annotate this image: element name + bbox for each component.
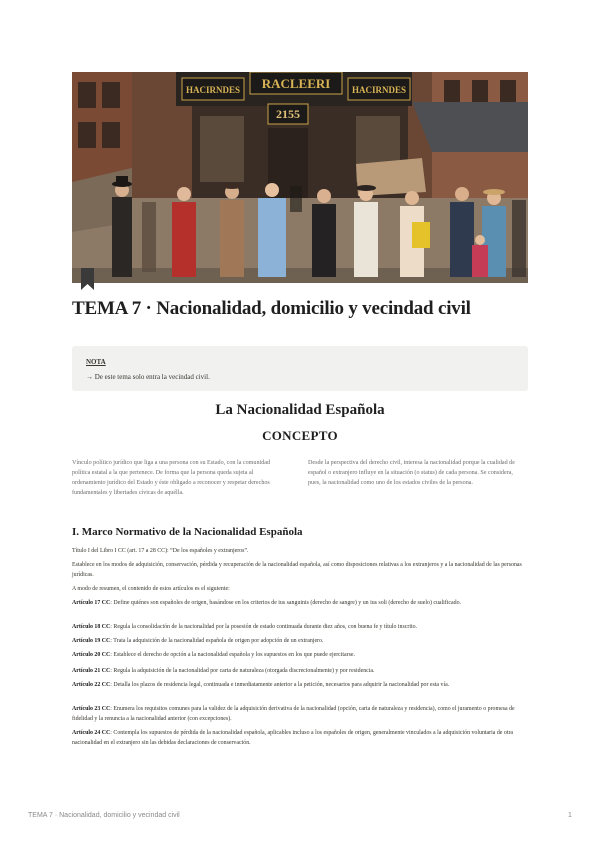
article-text: : Trata la adquisición de la nacionalidad española de origen por adopción de un extranjero.: [110, 638, 324, 644]
street-number: 2155: [276, 107, 300, 121]
note-callout: [72, 346, 528, 391]
note-label: NOTA: [86, 358, 106, 366]
page-title: TEMA 7 · Nacionalidad, domicilio y vecindad civil: [72, 298, 471, 319]
cover-image: [72, 72, 528, 283]
article-text: : Regula la consolidación de la nacionalidad por la posesión de estado continuada durante diez años, con buena fe y título inscrito.: [110, 624, 418, 630]
article-label: Artículo 22 CC: [72, 682, 111, 688]
article-text: : Define quiénes son españoles de origen, basándose en los criterios de ius sanguinis (derecho de sangre) y un ius soli (derecho de suelo) cualificado.: [110, 600, 462, 606]
bookmark-icon: [81, 268, 94, 290]
article-paragraph: [72, 636, 528, 646]
concept-column-right: Desde la perspectiva del derecho civil, interesa la nacionalidad porque la cualidad de español o extranjero influye en la situación (o status) de cada persona. Se considera, pues, la nacionalidad como uno de los estados civiles de la persona.: [308, 460, 515, 486]
concept-column-left: Vínculo político jurídico que liga a una persona con su Estado, con la comunidad política estatal a la que pertenece. De forma que la persona queda sujeta al ordenamiento jurídico del Estado y éste obligado a reconocer y respetar derechos fundamentales y libertades cívicas de aquélla.: [72, 460, 270, 496]
intro-paragraph-1: Título I del Libro I CC (art. 17 a 28 CC): “De los españoles y extranjeros”.: [72, 548, 249, 554]
storefront-sign-right: HACIRNDES: [351, 85, 407, 95]
article-paragraph: [72, 666, 528, 676]
article-paragraph: [72, 704, 528, 724]
page-number: 1: [568, 812, 572, 819]
storefront-sign-left: HACIRNDES: [185, 85, 241, 95]
article-paragraph: [72, 728, 528, 748]
intro-paragraph-3: A modo de resumen, el contenido de estos artículos es el siguiente:: [72, 586, 230, 592]
article-label: Artículo 21 CC: [72, 668, 111, 674]
article-text: : Establece el derecho de opción a la nacionalidad española y los supuestos en los que puede ejercitarse.: [110, 652, 355, 658]
street-scene-illustration: [72, 72, 528, 283]
article-label: Artículo 17 CC: [72, 600, 111, 606]
heading-nacionalidad: La Nacionalidad Española: [215, 402, 385, 418]
section-heading-marco-normativo: I. Marco Normativo de la Nacionalidad Española: [72, 526, 303, 538]
article-label: Artículo 18 CC: [72, 624, 111, 630]
article-label: Artículo 20 CC: [72, 652, 111, 658]
article-paragraph: [72, 622, 528, 632]
intro-paragraph-2: Establece en los modos de adquisición, conservación, pérdida y recuperación de la nacionalidad española, así como disposiciones relativas a los extranjeros y a la nacionalidad de las personas jurídicas.: [72, 562, 522, 578]
article-label: Artículo 23 CC: [72, 706, 111, 712]
note-text: → De este tema solo entra la vecindad civil.: [86, 373, 210, 381]
heading-concepto: CONCEPTO: [262, 428, 338, 443]
article-text: : Detalla los plazos de residencia legal, continuada e inmediatamente anterior a la petición, necesarios para adquirir la nacionalidad por esta vía.: [110, 682, 450, 688]
article-paragraph: [72, 598, 528, 608]
article-text: : Enumera los requisitos comunes para la validez de la adquisición derivativa de la nacionalidad (opción, carta de naturaleza y residencia), como el juramento o promesa de fidelidad y la renuncia a la nacionalidad anterior (con excepciones).: [72, 706, 515, 722]
article-label: Artículo 19 CC: [72, 638, 111, 644]
article-paragraph: [72, 650, 528, 660]
footer-title: TEMA 7 · Nacionalidad, domicilio y vecindad civil: [28, 812, 180, 819]
article-text: : Contempla los supuestos de pérdida de la nacionalidad española, aplicables incluso a los españoles de origen, generalmente vinculados a la adquisición voluntaria de otra nacionalidad en el extranjero sin las debidas declaraciones de conservación.: [72, 730, 514, 746]
storefront-sign-center: RACLEERI: [261, 76, 331, 91]
article-text: : Regula la adquisición de la nacionalidad por carta de naturaleza (otorgada discrecionalmente) y por residencia.: [110, 668, 375, 674]
article-label: Artículo 24 CC: [72, 730, 111, 736]
article-paragraph: [72, 680, 528, 690]
